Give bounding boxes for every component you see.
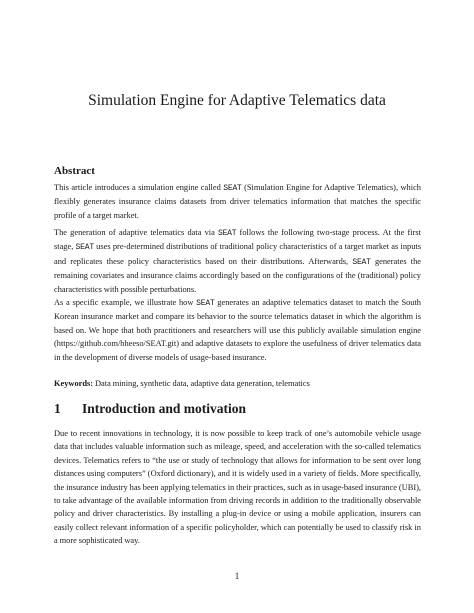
- keywords-line: [54, 377, 421, 390]
- abstract-paragraph-3: [54, 296, 421, 364]
- abstract-p2-text-c: uses pre-determined distributions of traditional policy characteristics of a target market as inputs and replicates these policy characteristics based on their distributions. Afterwards,: [54, 242, 421, 266]
- abstract-p1-text-b: (Simulation Engine for Adaptive Telematics), which flexibly generates insurance claims datasets from driver telematics information that matches the specific profile of a target market.: [54, 183, 421, 220]
- seat-code: SEAT: [223, 184, 242, 193]
- seat-code: SEAT: [75, 243, 94, 253]
- seat-code: SEAT: [196, 299, 215, 308]
- section-heading: [54, 401, 246, 417]
- abstract-p2-text-d: generates the remaining covariates and insurance claims accordingly based on the configurations of the (traditional) policy characteristics with possible perturbations.: [54, 256, 422, 294]
- seat-code: SEAT: [217, 229, 237, 238]
- abstract-paragraph-1: [54, 181, 421, 222]
- section-number: 1: [54, 401, 61, 416]
- keywords-label: Keywords:: [54, 379, 94, 388]
- abstract-p1-text-a: This article introduces a simulation engine called: [54, 183, 224, 192]
- abstract-p3-text-b: generates an adaptive telematics dataset to match the South Korean insurance market and compare its behavior to the source telematics dataset in which the algorithm is based on. We hope that both practitioners and researchers will use this publicly available simulation engine (https://github.com/bheeso/SEAT.git) and adaptive datasets to explore the usefulness of driver telematics data in the development of diverse models of usage-based insurance.: [54, 298, 421, 362]
- seat-code: SEAT: [352, 257, 371, 267]
- keywords-text: Data mining, synthetic data, adaptive data generation, telematics: [94, 379, 310, 388]
- page-number: 1: [234, 571, 240, 581]
- abstract-p2-text-b: follows the following two-stage process. At the first stage,: [54, 228, 421, 252]
- abstract-p2-text-a: The generation of adaptive telematics data via: [54, 228, 218, 237]
- abstract-p3-text-a: As a specific example, we illustrate how: [54, 298, 197, 307]
- abstract-heading: Abstract: [54, 165, 95, 177]
- paper-title: Simulation Engine for Adaptive Telematics data: [88, 92, 386, 109]
- abstract-paragraph-2: [54, 226, 421, 296]
- section-body-paragraph: Due to recent innovations in technology, it is now possible to keep track of one’s automobile vehicle usage data that includes valuable information such as mileage, speed, and acceleration with the so-called telematics devices. Telematics refers to “the use or study of technology that allows for information to be sent over long distances using computers” (Oxford dictionary), and it is widely used in a variety of fields. More specifically, the insurance industry has been applying telematics in their practices, such as in usage-based insurance (UBI), to take advantage of the available information from driving records in addition to the traditionally observable policy and driver characteristics. By installing a plug-in device or using a mobile application, insurers can easily collect relevant information of a specific policyholder, which can potentially be used to classify risk in a more sophisticated way.: [54, 429, 421, 546]
- section-title: Introduction and motivation: [82, 401, 247, 416]
